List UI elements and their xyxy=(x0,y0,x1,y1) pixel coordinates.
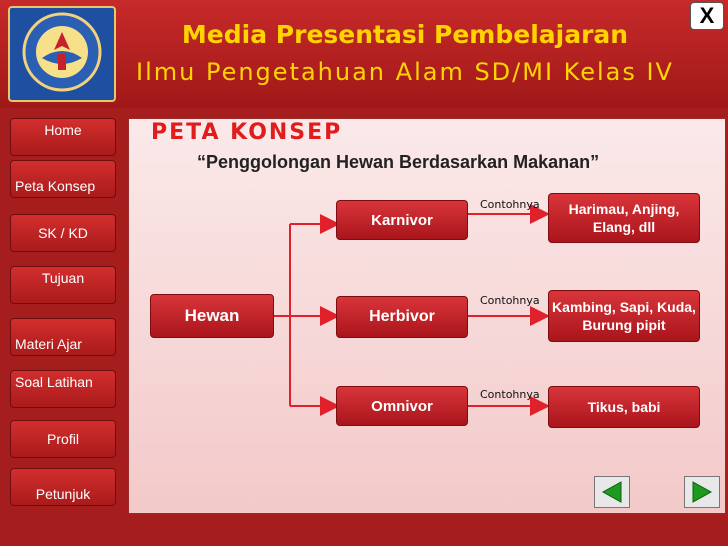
sidebar-item-petunjuk[interactable]: Petunjuk xyxy=(10,468,116,506)
app-title: Media Presentasi Pembelajaran xyxy=(181,20,629,49)
category-node-omnivor: Omnivor xyxy=(336,386,468,426)
example-node-omnivor: Tikus, babi xyxy=(548,386,700,428)
sidebar-item-profil[interactable]: Profil xyxy=(10,420,116,458)
previous-slide-button[interactable] xyxy=(594,476,630,508)
category-node-herbivor: Herbivor xyxy=(336,296,468,338)
link-label-omnivor: Contohnya xyxy=(480,388,540,401)
link-label-herbivor: Contohnya xyxy=(480,294,540,307)
sidebar-item-materi-ajar[interactable]: Materi Ajar xyxy=(10,318,116,356)
link-label-karnivor: Contohnya xyxy=(480,198,540,211)
category-node-karnivor: Karnivor xyxy=(336,200,468,240)
arrow-right-icon xyxy=(685,477,719,507)
section-title: PETA KONSEP xyxy=(151,120,343,145)
app-subtitle: Ilmu Pengetahuan Alam SD/MI Kelas IV xyxy=(136,58,674,86)
example-node-herbivor: Kambing, Sapi, Kuda, Burung pipit xyxy=(548,290,700,342)
sidebar-item-peta-konsep[interactable]: Peta Konsep xyxy=(10,160,116,198)
sidebar-item-home[interactable]: Home xyxy=(10,118,116,156)
root-node-hewan: Hewan xyxy=(150,294,274,338)
sidebar-item-sk-kd[interactable]: SK / KD xyxy=(10,214,116,252)
concept-map-subtitle: “Penggolongan Hewan Berdasarkan Makanan” xyxy=(197,152,600,172)
example-node-karnivor: Harimau, Anjing, Elang, dll xyxy=(548,193,700,243)
sidebar-item-soal-latihan[interactable]: Soal Latihan xyxy=(10,370,116,408)
next-slide-button[interactable] xyxy=(684,476,720,508)
arrow-left-icon xyxy=(595,477,629,507)
sidebar-item-tujuan[interactable]: Tujuan xyxy=(10,266,116,304)
close-button[interactable]: X xyxy=(690,2,724,30)
